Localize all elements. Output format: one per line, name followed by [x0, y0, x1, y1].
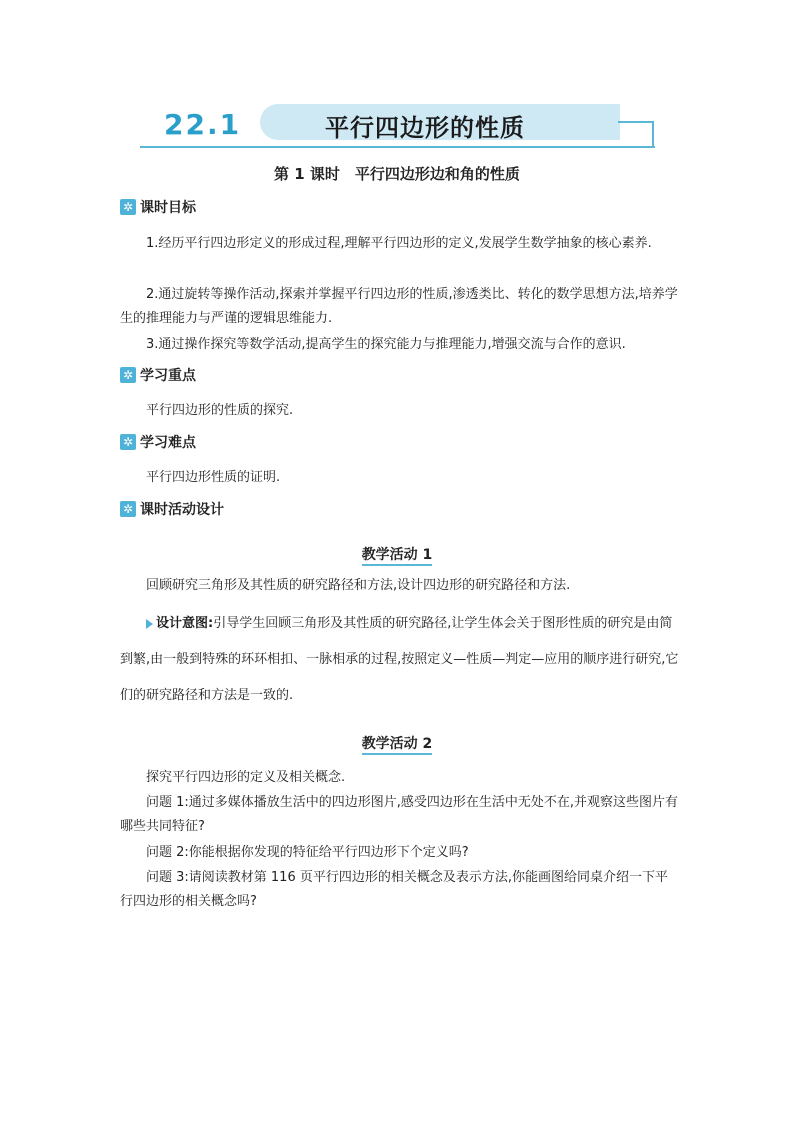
question-3: 问题 3:请阅读教材第 116 页平行四边形的相关概念及表示方法,你能画图给同桌介绍一下平行四边形的相关概念吗?	[120, 870, 668, 909]
intent-text: 引导学生回顾三角形及其性质的研究路径,让学生体会关于图形性质的研究是由简到繁,由一般到特殊的环环相扣、一脉相承的过程,按照定义—性质—判定—应用的顺序进行研究,它们的研究路径和方法是一致的.	[120, 616, 679, 703]
goal-item: 3.通过操作探究等数学活动,提高学生的探究能力与推理能力,增强交流与合作的意识.	[146, 337, 626, 352]
goal-item: 2.通过旋转等操作活动,探索并掌握平行四边形的性质,渗透类比、转化的数学思想方法,培养学生的推理能力与严谨的逻辑思维能力.	[120, 287, 678, 326]
section-title: 平行四边形的性质	[325, 113, 525, 142]
goal-item: 1.经历平行四边形定义的形成过程,理解平行四边形的定义,发展学生数学抽象的核心素养.	[146, 236, 652, 251]
activity1-text: 回顾研究三角形及其性质的研究路径和方法,设计四边形的研究路径和方法.	[146, 578, 571, 593]
activity1-heading	[0, 544, 794, 564]
section-number: 22.1	[164, 108, 242, 141]
section-difficulties-heading	[120, 432, 196, 452]
header-underline	[140, 146, 655, 148]
difficulties-text: 平行四边形性质的证明.	[146, 470, 281, 485]
activity2-heading	[0, 733, 794, 753]
section-goals-heading	[120, 197, 196, 217]
question-1: 问题 1:通过多媒体播放生活中的四边形图片,感受四边形在生活中无处不在,并观察这些图片有哪些共同特征?	[120, 795, 679, 834]
activity2-intro: 探究平行四边形的定义及相关概念.	[146, 770, 346, 785]
chapter-header	[140, 100, 660, 152]
section-difficulties-title: 学习难点	[140, 435, 196, 451]
key-points-text: 平行四边形的性质的探究.	[146, 403, 294, 418]
snowflake-icon: ✲	[120, 434, 136, 450]
section-design-title: 课时活动设计	[140, 502, 224, 518]
section-goals-title: 课时目标	[140, 200, 196, 216]
snowflake-icon: ✲	[120, 501, 136, 517]
activity2-title: 教学活动 2	[362, 736, 433, 755]
activity1-intent	[120, 606, 680, 714]
activity1-title: 教学活动 1	[362, 547, 433, 566]
snowflake-icon: ✲	[120, 367, 136, 383]
question-2: 问题 2:你能根据你发现的特征给平行四边形下个定义吗?	[146, 845, 469, 860]
section-key-points-heading	[120, 365, 196, 385]
snowflake-icon: ✲	[120, 199, 136, 215]
intent-label: 设计意图:	[156, 616, 214, 631]
header-bracket	[618, 121, 654, 146]
triangle-bullet-icon	[146, 619, 153, 629]
lesson-subtitle: 第 1 课时 平行四边形边和角的性质	[274, 165, 520, 183]
section-design-heading	[120, 499, 224, 519]
section-key-points-title: 学习重点	[140, 368, 196, 384]
